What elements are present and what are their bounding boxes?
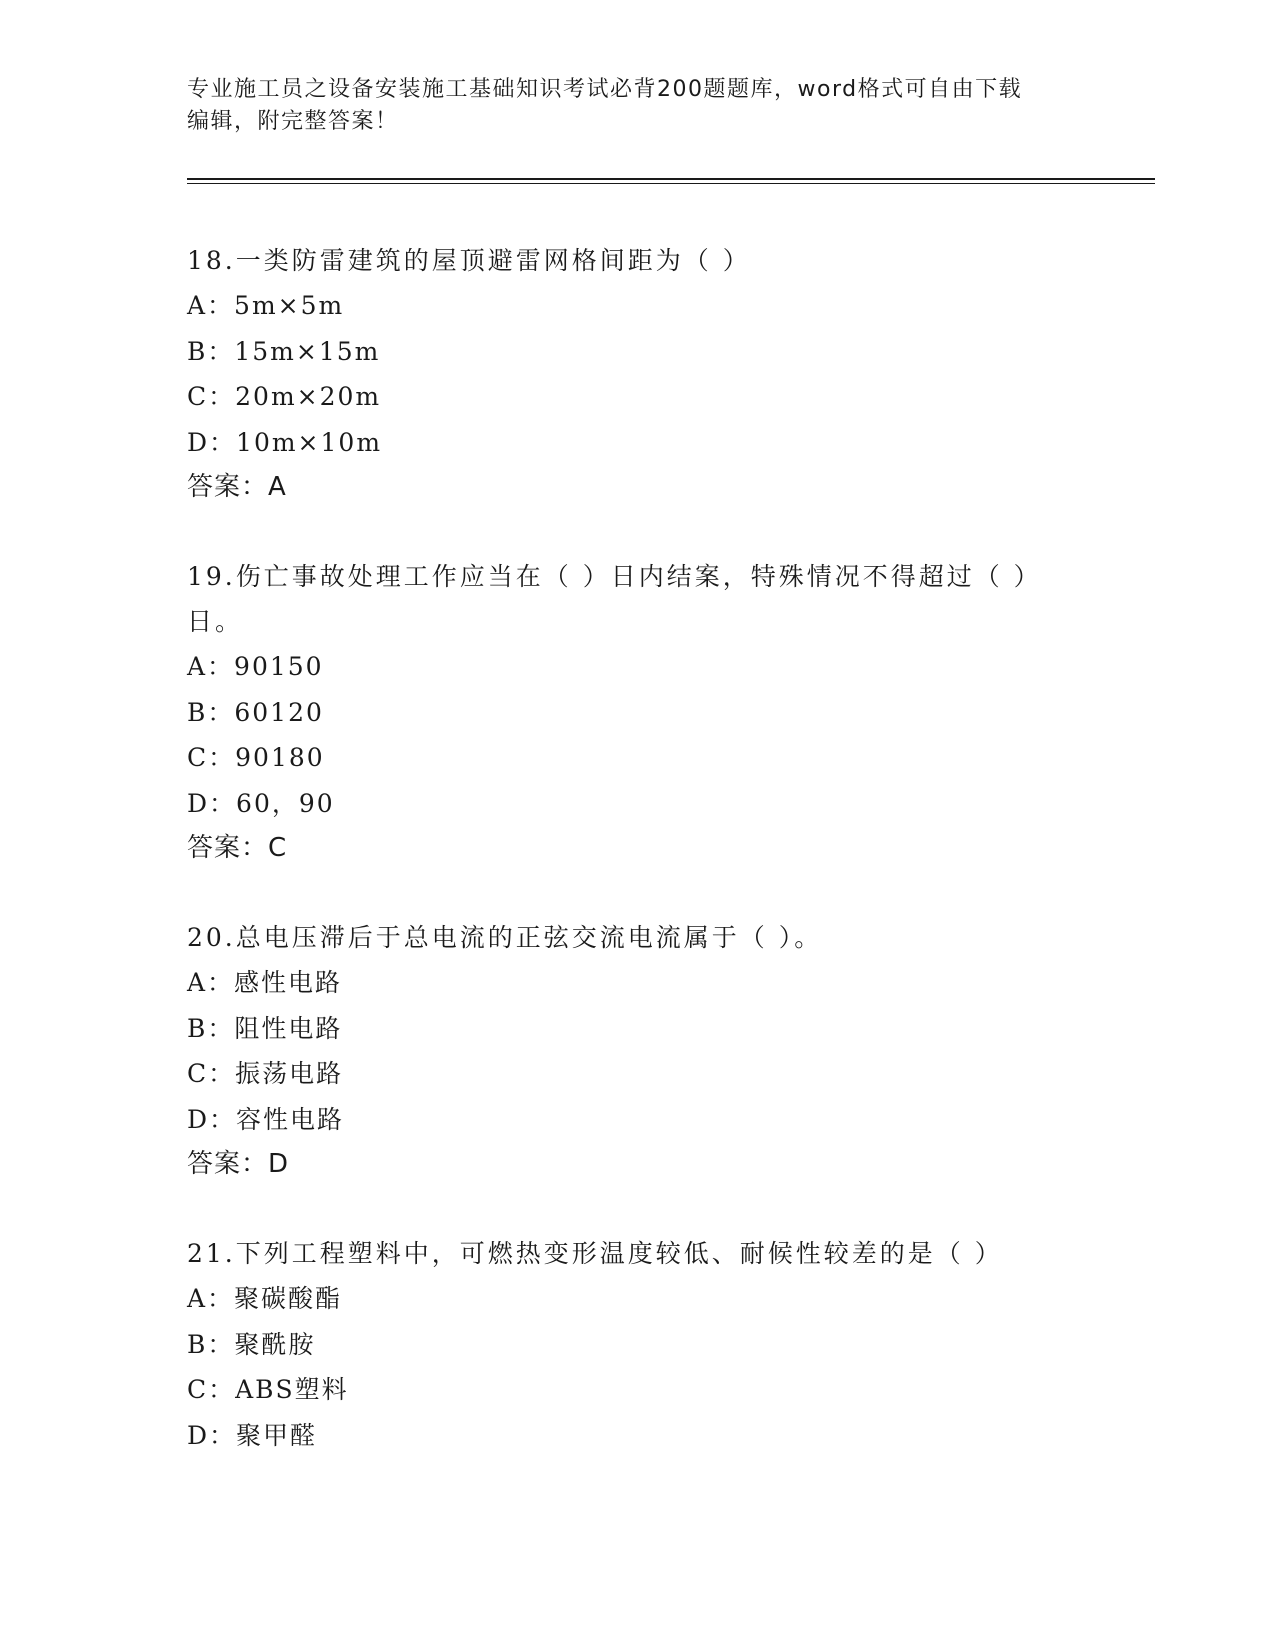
- option-b: B：60120: [187, 697, 324, 727]
- header-divider-thick: [187, 178, 1155, 180]
- option-d: D：60，90: [187, 788, 335, 818]
- question-20: [187, 915, 1087, 1187]
- header-title-line-1: 专业施工员之设备安装施工基础知识考试必背200题题库，word格式可自由下载: [187, 77, 1023, 102]
- option-a: A：90150: [187, 652, 324, 681]
- question-21: [187, 1231, 1087, 1458]
- question-19: [187, 554, 1087, 871]
- option-d: D：容性电路: [187, 1104, 345, 1134]
- question-list: [187, 238, 1087, 1458]
- option-c: C：振荡电路: [187, 1059, 344, 1088]
- option-b: B：阻性电路: [187, 1013, 343, 1043]
- answer-label: 答案：C: [187, 833, 288, 863]
- document-header: [187, 74, 1087, 138]
- option-b: B：15m×15m: [187, 336, 381, 366]
- question-text-line-1: 19.伤亡事故处理工作应当在（ ）日内结案，特殊情况不得超过（ ）: [187, 562, 1042, 591]
- question-text: 20.总电压滞后于总电流的正弦交流电流属于（ ）。: [187, 923, 823, 952]
- option-c: C：ABS塑料: [187, 1375, 349, 1404]
- option-a: A：聚碳酸酯: [187, 1284, 343, 1313]
- answer-label: 答案：D: [187, 1149, 290, 1179]
- option-a: A：5m×5m: [187, 291, 345, 320]
- option-c: C：20m×20m: [187, 382, 382, 411]
- question-18: [187, 238, 1087, 510]
- question-text-line-2: 日。: [187, 607, 244, 636]
- question-text: 18.一类防雷建筑的屋顶避雷网格间距为（ ）: [187, 246, 751, 275]
- option-d: D：聚甲醛: [187, 1420, 318, 1450]
- answer-label: 答案：A: [187, 472, 287, 502]
- option-c: C：90180: [187, 743, 325, 772]
- option-a: A：感性电路: [187, 968, 343, 997]
- option-d: D：10m×10m: [187, 427, 383, 457]
- question-text: 21.下列工程塑料中，可燃热变形温度较低、耐候性较差的是（ ）: [187, 1239, 1003, 1268]
- header-title-line-2: 编辑，附完整答案！: [187, 109, 399, 134]
- option-b: B：聚酰胺: [187, 1329, 316, 1359]
- header-divider-thin: [187, 183, 1155, 184]
